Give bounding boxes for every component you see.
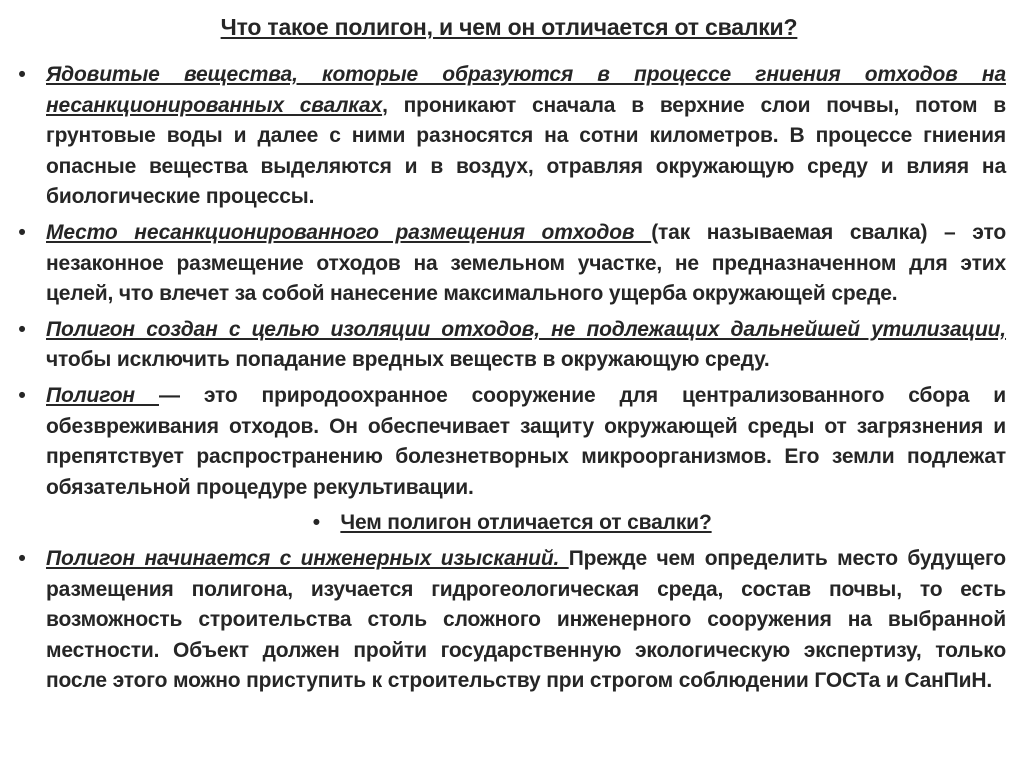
bullet-point-2 (12, 218, 1006, 310)
bullet-point-3 (12, 315, 1006, 376)
subheading (12, 508, 1006, 539)
point-text: чтобы исключить попадание вредных веществ в окружающую среду. (46, 348, 770, 372)
bullet-icon: • (18, 220, 26, 244)
bullet-icon: • (18, 63, 26, 86)
point-text: Прежде чем определить место будущего размещения полигона, изучается гидрогеологическая среда, состав почвы, то есть возможность строительства столь сложного инженерного сооружения на выбранной местности. Объект должен пройти государственную экологическую экспертизу, только после этого можно приступить к строительству при строгом соблюдении ГОСТа и СанПиН. (46, 546, 1006, 693)
bullet-icon: • (18, 317, 26, 341)
bullet-icon: • (18, 546, 26, 570)
bullet-point-5 (12, 544, 1006, 697)
point-text: (так называемая свалка) – это незаконное размещение отходов на земельном участке, не предназначенном для этих целей, что влечет за собой нанесение максимального ущерба окружающей среде. (46, 220, 1006, 306)
subheading-text: Чем полигон отличается от свалки? (340, 511, 712, 535)
slide-title: Что такое полигон, и чем он отличается от свалки? (220, 14, 798, 40)
point-text: , проникают сначала в верхние слои почвы, потом в грунтовые воды и далее с ними разносятся на сотни километров. В процессе гниения опасные вещества выделяются и в воздух, отравляя окружающую среду и влияя на биологические процессы. (46, 93, 1006, 209)
subheading-inner (306, 508, 711, 539)
bullet-icon: • (18, 383, 26, 407)
emphasized-text: Полигон (46, 383, 159, 407)
emphasized-text: Ядовитые вещества, которые образуются в процессе гниения отходов на несанкционированных свалках (46, 63, 1006, 117)
bullet-list (12, 60, 1006, 697)
bullet-point-4 (12, 381, 1006, 503)
emphasized-text: Место несанкционированного размещения отходов (46, 220, 652, 244)
emphasized-text: Полигон создан с целью изоляции отходов, не подлежащих дальнейшей утилизации, (46, 317, 1006, 341)
bullet-point-1 (12, 60, 1006, 213)
emphasized-text: Полигон начинается с инженерных изысканий. (46, 546, 569, 570)
bullet-icon: • (312, 511, 320, 535)
point-text: — это природоохранное сооружение для централизованного сбора и обезвреживания отходов. Он обеспечивает защиту окружающей среды от загрязнения и препятствует распространению болезнетворных микроорганизмов. Его земли подлежат обязательной процедуре рекультивации. (46, 383, 1007, 499)
